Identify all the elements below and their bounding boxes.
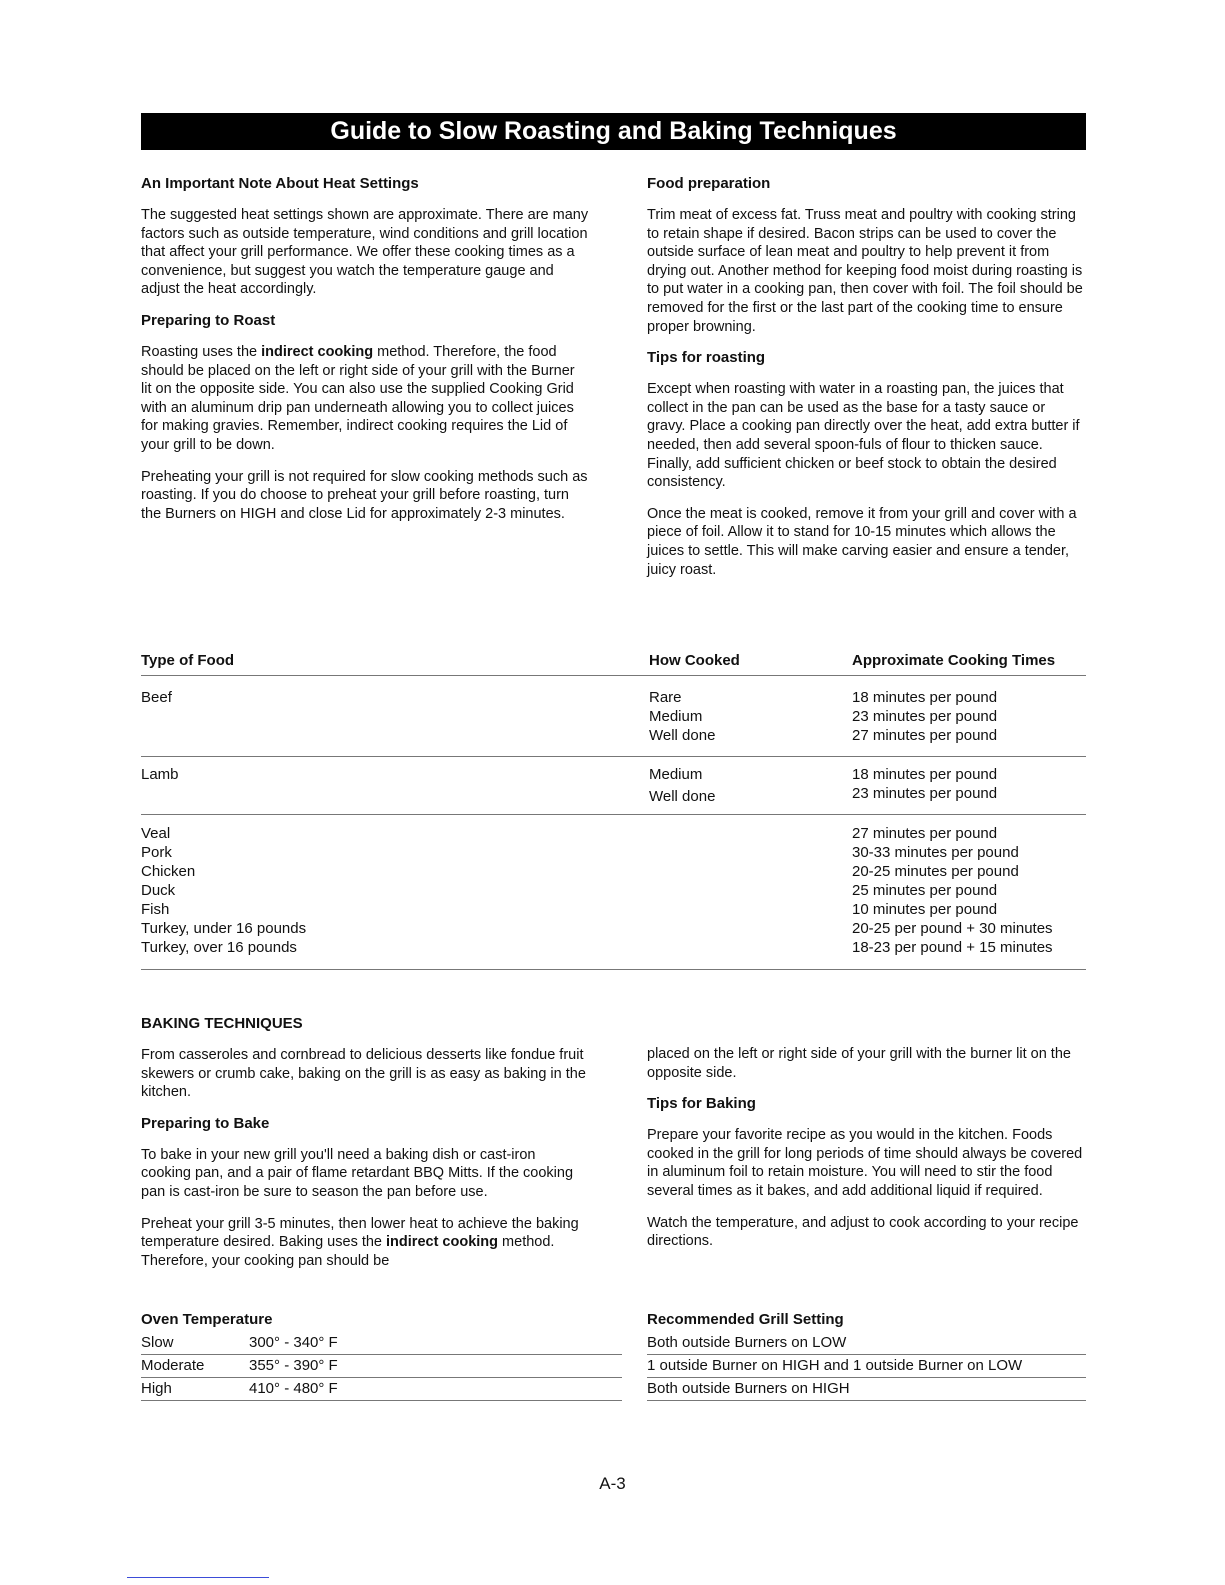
time-cell: 10 minutes per pound [852, 901, 998, 918]
time-cell: 27 minutes per pound [852, 727, 998, 744]
oven-level: High [141, 1380, 172, 1397]
how-cooked-cell: Medium [649, 766, 703, 783]
table-divider [141, 1354, 622, 1355]
prep-text-part: method. Therefore, the food should be placed on the left or right side of your grill with the Burner lit on the opposite side. You can also use the supplied Cooking Grid with an aluminum drip pan underneath allowing you to collect juices for making gravies. Remember, indirect cooking requires the Lid of your grill to be down. [141, 343, 575, 453]
table-divider [141, 756, 1086, 757]
food-cell: Fish [141, 901, 170, 918]
header-grill-setting: Recommended Grill Setting [647, 1311, 844, 1328]
how-cooked-cell: Medium [649, 708, 703, 725]
header-oven-temperature: Oven Temperature [141, 1311, 273, 1328]
time-cell: 20-25 per pound + 30 minutes [852, 920, 1053, 937]
footer-rule [127, 1577, 269, 1578]
food-prep-text: Trim meat of excess fat. Truss meat and poultry with cooking string to retain shape if desired. Bacon strips can be used to cover the outside surface of lean meat and poultry to help prevent it from drying out. Another method for keeping food moist during roasting is to put water in a cooking pan, then cover with foil. The foil should be removed for the first or the last part of the cooking time to ensure proper browning. [647, 207, 1083, 335]
oven-temp: 355° - 390° F [249, 1357, 338, 1374]
prep-text-bold: indirect cooking [261, 343, 374, 360]
preparing-roast-heading: Preparing to Roast [141, 311, 276, 329]
how-cooked-cell: Well done [649, 788, 716, 805]
roast-table-header [141, 652, 1086, 674]
baking-left-column [141, 1015, 589, 1283]
preparing-bake-text: To bake in your new grill you'll need a baking dish or cast-iron cooking pan, and a pair of flame retardant BBQ Mitts. If the cooking pan is cast-iron be sure to season the pan before use. [141, 1146, 574, 1200]
oven-temp: 410° - 480° F [249, 1380, 338, 1397]
preheat-text-part: method. Therefore, your cooking pan should be [141, 1234, 555, 1269]
food-cell: Turkey, over 16 pounds [141, 939, 297, 956]
tips-roasting-text: Except when roasting with water in a roasting pan, the juices that collect in the pan can be used as the base for a tasty sauce or gravy. Place a cooking pan directly over the heat, add extra butter if needed, then add several spoon-fuls of flour to thicken sauce. Finally, add sufficient chicken or beef stock to obtain the desired consistency. [647, 381, 1080, 491]
header-type-of-food: Type of Food [141, 652, 235, 669]
food-cell: Veal [141, 825, 171, 842]
food-lamb: Lamb [141, 766, 179, 783]
food-cell: Pork [141, 844, 172, 861]
table-divider [141, 675, 1086, 676]
header-how-cooked: How Cooked [649, 652, 740, 669]
preheat-text-bold: indirect cooking [386, 1234, 499, 1251]
roast-left-column [141, 175, 589, 536]
table-divider [647, 1400, 1086, 1401]
baking-heading: BAKING TECHNIQUES [141, 1015, 303, 1032]
grill-setting: Both outside Burners on HIGH [647, 1380, 850, 1397]
time-cell: 23 minutes per pound [852, 785, 998, 802]
how-cooked-cell: Rare [649, 689, 682, 706]
watch-temperature-text: Watch the temperature, and adjust to cook according to your recipe directions. [647, 1214, 1079, 1250]
preparing-roast-text [141, 343, 589, 455]
lamb-times [852, 765, 997, 803]
beef-how-cooked [649, 688, 715, 745]
page-title: Guide to Slow Roasting and Baking Techniques [141, 113, 1086, 150]
heat-settings-heading: An Important Note About Heat Settings [141, 175, 419, 192]
time-cell: 30-33 minutes per pound [852, 844, 1019, 861]
food-prep-heading: Food preparation [647, 175, 771, 192]
heat-settings-text: The suggested heat settings shown are approximate. There are many factors such as outside temperature, wind conditions and grill location that affect your grill performance. We offer these cooking times as a convenience, but suggest you watch the temperature gauge and adjust the heat accordingly. [141, 207, 589, 298]
baking-intro-text: From casseroles and cornbread to delicious desserts like fondue fruit skewers or crumb cake, baking on the grill is as easy as baking in the kitchen. [141, 1047, 586, 1101]
baking-right-column [647, 1045, 1087, 1264]
tips-baking-text: Prepare your favorite recipe as you would in the kitchen. Foods cooked in the grill for long periods of time should always be covered in aluminum foil to retain moisture. You will need to stir the food several times as it bakes, and add additional liquid if required. [647, 1127, 1083, 1199]
preheat-text: Preheating your grill is not required for slow cooking methods such as roasting. If you do choose to preheat your grill before roasting, turn the Burners on HIGH and close Lid for approximately 2-3 minutes. [141, 468, 588, 522]
grill-setting: 1 outside Burner on HIGH and 1 outside Burner on LOW [647, 1357, 1023, 1374]
preparing-bake-heading: Preparing to Bake [141, 1114, 270, 1132]
time-cell: 20-25 minutes per pound [852, 863, 1019, 880]
oven-temp: 300° - 340° F [249, 1334, 338, 1351]
lamb-how-cooked [649, 765, 715, 806]
tips-baking-heading: Tips for Baking [647, 1095, 756, 1113]
oven-level: Moderate [141, 1357, 205, 1374]
time-cell: 27 minutes per pound [852, 825, 998, 842]
time-cell: 23 minutes per pound [852, 708, 998, 725]
food-beef: Beef [141, 689, 172, 706]
page-number: A-3 [599, 1474, 626, 1493]
prep-text-part: Roasting uses the [141, 343, 262, 360]
tips-roasting-text-2: Once the meat is cooked, remove it from your grill and cover with a piece of foil. Allow it to stand for 10-15 minutes which allows the juices to settle. This will make carving easier and ensure a tender, juicy roast. [647, 505, 1077, 578]
oven-level: Slow [141, 1334, 174, 1351]
grill-setting: Both outside Burners on LOW [647, 1334, 847, 1351]
table-divider [141, 1400, 622, 1401]
food-cell: Turkey, under 16 pounds [141, 920, 307, 937]
header-cooking-times: Approximate Cooking Times [852, 652, 1056, 669]
tips-roasting-heading: Tips for roasting [647, 349, 766, 367]
table-divider [141, 814, 1086, 815]
table-divider [141, 969, 1086, 970]
food-cell: Chicken [141, 863, 196, 880]
table-divider [141, 1377, 622, 1378]
bake-continued-text: placed on the left or right side of your grill with the burner lit on the opposite side. [647, 1046, 1071, 1081]
other-foods [141, 824, 306, 957]
preheat-text-part: Preheat your grill 3-5 minutes, then lower heat to achieve the baking temperature desired. Baking uses the [141, 1215, 579, 1251]
time-cell: 25 minutes per pound [852, 882, 998, 899]
time-cell: 18 minutes per pound [852, 689, 998, 706]
other-times [852, 824, 1053, 957]
beef-times [852, 688, 997, 745]
food-cell: Duck [141, 882, 176, 899]
bake-preheat-text [141, 1215, 589, 1271]
how-cooked-cell: Well done [649, 727, 716, 744]
roast-right-column [647, 175, 1087, 592]
time-cell: 18 minutes per pound [852, 766, 998, 783]
time-cell: 18-23 per pound + 15 minutes [852, 939, 1053, 956]
